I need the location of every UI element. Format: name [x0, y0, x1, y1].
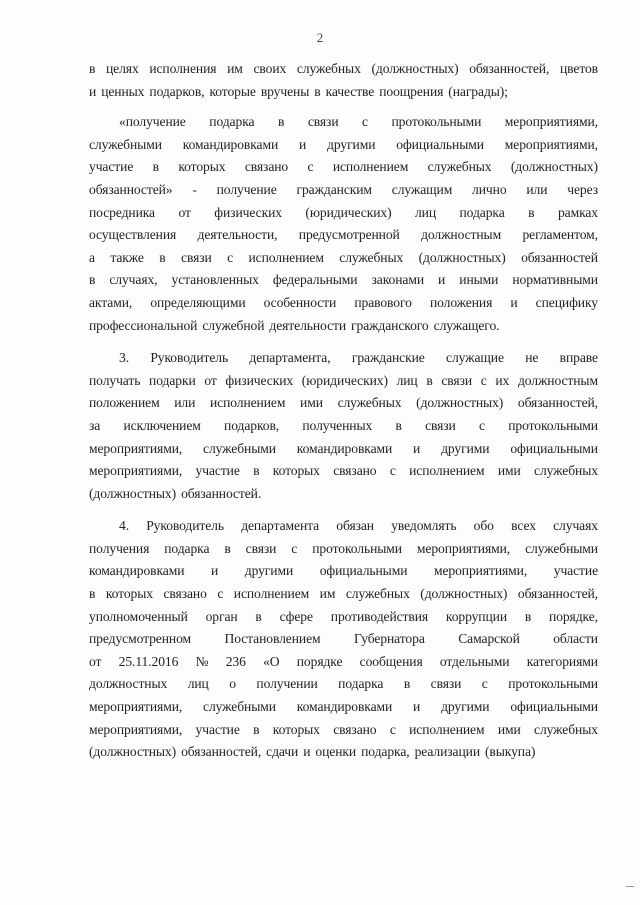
text-line: предусмотренном Постановлением Губернатора Самарской области	[89, 631, 598, 647]
text-line: обязанностей» - получение гражданским служащим лично или через	[89, 181, 598, 197]
text-line: уполномоченный орган в сфере противодействия коррупции в порядке,	[89, 608, 598, 624]
text-line: «получение подарка в связи с протокольными мероприятиями,	[119, 114, 598, 130]
paragraph-item-3	[89, 347, 598, 505]
text-line: положением или исполнением ими служебных (должностных) обязанностей,	[89, 395, 598, 411]
text-line: мероприятиями, служебными командировками и другими официальными	[89, 440, 598, 456]
text-line: в которых связано с исполнением им служебных (должностных) обязанностей,	[89, 586, 598, 602]
text-line: актами, определяющими особенности правового положения и специфику	[89, 294, 598, 310]
text-line: осуществления деятельности, предусмотренной должностным регламентом,	[89, 227, 598, 243]
text-line: и ценных подарков, которые вручены в качестве поощрения (награды);	[89, 83, 508, 99]
text-line: командировками и другими официальными мероприятиями, участие	[89, 563, 598, 579]
text-line: посредника от физических (юридических) лиц подарка в рамках	[89, 204, 598, 220]
text-line: получать подарки от физических (юридических) лиц в связи с их должностным	[89, 372, 598, 388]
document-body	[89, 58, 598, 764]
text-line: от 25.11.2016 № 236 «О порядке сообщения отдельными категориями	[89, 653, 598, 669]
text-line: 4. Руководитель департамента обязан уведомлять обо всех случаях	[119, 518, 598, 534]
text-line: (должностных) обязанностей, сдачи и оценки подарка, реализации (выкупа)	[89, 744, 536, 760]
text-line: за исключением подарков, полученных в связи с протокольными	[89, 417, 598, 433]
paragraph-item-4	[89, 515, 598, 764]
paragraph-definition-gift	[89, 111, 598, 337]
scan-artifact	[626, 886, 634, 887]
text-line: участие в которых связано с исполнением служебных (должностных)	[89, 159, 598, 175]
text-line: профессиональной служебной деятельности гражданского служащего.	[89, 317, 500, 333]
text-line: а также в связи с исполнением служебных (должностных) обязанностей	[89, 249, 598, 265]
page-number: 2	[316, 30, 324, 45]
text-line: получения подарка в связи с протокольными мероприятиями, служебными	[89, 540, 598, 556]
text-line: мероприятиями, участие в которых связано с исполнением ими служебных	[89, 463, 598, 479]
paragraph-intro-continuation	[89, 58, 598, 103]
text-line: мероприятиями, служебными командировками и другими официальными	[89, 699, 598, 715]
text-line: 3. Руководитель департамента, гражданские служащие не вправе	[119, 350, 598, 366]
text-line: (должностных) обязанностей.	[89, 485, 262, 501]
text-line: мероприятиями, участие в которых связано с исполнением ими служебных	[89, 721, 598, 737]
text-line: служебными командировками и другими официальными мероприятиями,	[89, 136, 598, 152]
text-line: должностных лиц о получении подарка в связи с протокольными	[89, 676, 598, 692]
text-line: в целях исполнения им своих служебных (должностных) обязанностей, цветов	[89, 61, 598, 76]
text-line: в случаях, установленных федеральными законами и иными нормативными	[89, 272, 598, 288]
